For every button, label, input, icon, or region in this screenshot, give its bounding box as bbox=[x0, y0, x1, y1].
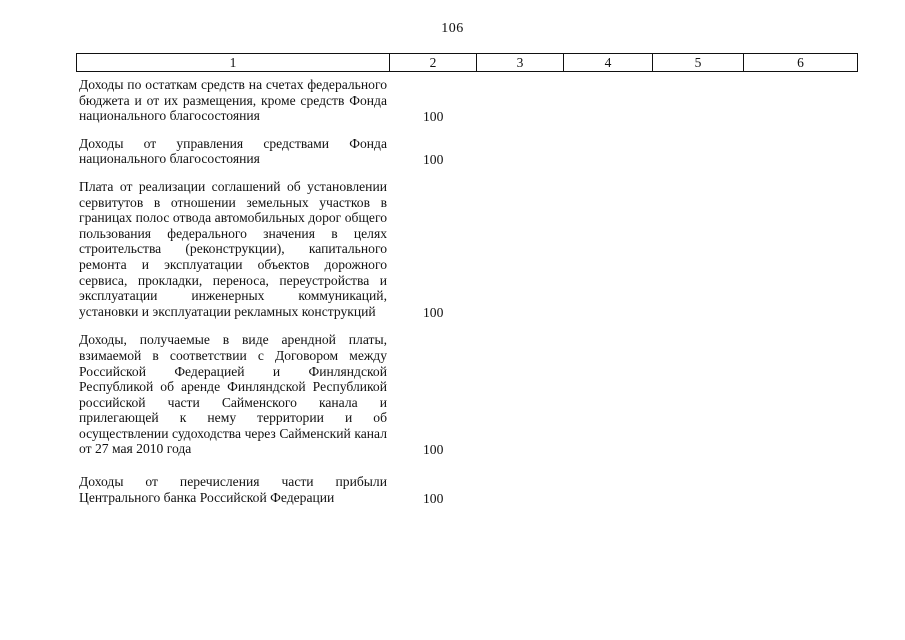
row-description: Доходы от перечисления части прибыли Центрального банка Российской Федерации bbox=[79, 474, 387, 505]
column-header-1: 1 bbox=[77, 54, 390, 72]
table-row bbox=[79, 332, 499, 457]
table-row bbox=[79, 179, 499, 319]
table-row bbox=[79, 474, 499, 505]
row-value: 100 bbox=[423, 442, 444, 458]
row-value: 100 bbox=[423, 490, 444, 506]
column-header-2: 2 bbox=[390, 54, 477, 72]
column-header-3: 3 bbox=[477, 54, 564, 72]
table-row bbox=[79, 136, 499, 167]
row-description: Доходы от управления средствами Фонда национального благосостояния bbox=[79, 135, 387, 167]
column-header-row bbox=[77, 54, 858, 72]
row-value: 100 bbox=[423, 109, 444, 125]
table-row bbox=[79, 77, 499, 124]
income-rows bbox=[79, 77, 499, 505]
column-header-6: 6 bbox=[744, 54, 858, 72]
column-header-5: 5 bbox=[653, 54, 744, 72]
row-description: Доходы по остаткам средств на счетах федерального бюджета и от их размещения, кроме средств Фонда национального благосостояния bbox=[79, 77, 387, 124]
row-description: Доходы, получаемые в виде арендной платы, взимаемой в соответствии с Договором между Российской Федерацией и Финляндской Республикой об аренде Финляндской Республикой российской части Сайменского канала и прилегающей к нему территории и об осуществлении судоходства через Сайменский канал от 27 мая 2010 года bbox=[79, 332, 387, 457]
column-header-table bbox=[76, 53, 858, 72]
row-value: 100 bbox=[423, 304, 444, 320]
row-description: Плата от реализации соглашений об установлении сервитутов в отношении земельных участков в границах полос отвода автомобильных дорог общего пользования федерального значения в целях строительства (реконструкции), капитального ремонта и эксплуатации объектов дорожного сервиса, прокладки, переноса, переустройства и эксплуатации инженерных коммуникаций, установки и эксплуатации рекламных конструкций bbox=[79, 178, 387, 319]
column-header-4: 4 bbox=[564, 54, 653, 72]
row-value: 100 bbox=[423, 152, 444, 168]
page-number: 106 bbox=[441, 21, 464, 36]
